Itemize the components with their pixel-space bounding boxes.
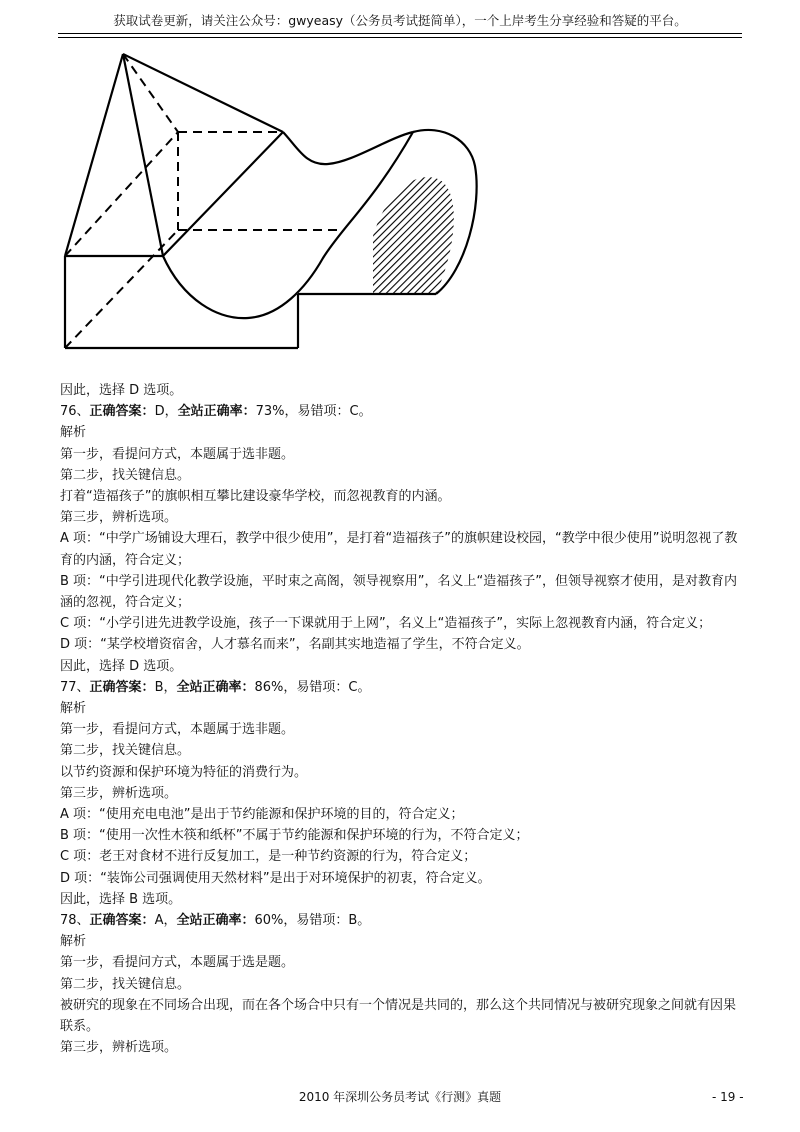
accuracy-value: 86%，易错项：C。 — [254, 679, 371, 695]
answer-line-77 — [60, 677, 744, 698]
header-rule-thin — [58, 37, 742, 38]
accuracy-value: 73%，易错项：C。 — [255, 404, 372, 420]
text-line: B 项：“使用一次性木筷和纸杯”不属于节约能源和保护环境的行为，不符合定义； — [60, 828, 529, 844]
text-line: 因此，选择 B 选项。 — [60, 891, 182, 907]
answer-label: 正确答案： — [89, 913, 155, 929]
text-line: D 项：“某学校增资宿舍，人才慕名而来”，名副其实地造福了学生，不符合定义。 — [60, 637, 530, 653]
text-line: C 项：“小学引进先进教学设施，孩子一下课就用于上网”，名义上“造福孩子”，实际上忽视教育内涵，符合定义； — [60, 616, 712, 632]
answer-value: D， — [154, 404, 178, 420]
answer-value: A， — [154, 913, 177, 929]
question-number: 76、 — [60, 404, 90, 420]
text-line: 第三步，辨析选项。 — [60, 510, 178, 526]
accuracy-label: 全站正确率： — [176, 913, 255, 929]
text-line: D 项：“装饰公司强调使用天然材料”是出于对环境保护的初衷，符合定义。 — [60, 870, 491, 886]
accuracy-label: 全站正确率： — [177, 404, 256, 420]
text-line: 第三步，辨析选项。 — [60, 785, 178, 801]
answer-label: 正确答案： — [89, 404, 155, 420]
answer-explanations — [60, 380, 744, 1059]
accuracy-value: 60%，易错项：B。 — [254, 913, 371, 929]
text-line: 因此，选择 D 选项。 — [60, 658, 183, 674]
text-line: 被研究的现象在不同场合出现，而在各个场合中只有一个情况是共同的，那么这个共同情况与被研究现象之间就有因果联系。 — [60, 997, 737, 1035]
solid-geometry-figure — [58, 48, 498, 350]
answer-line-76 — [60, 401, 744, 422]
text-line: 第二步，找关键信息。 — [60, 743, 191, 759]
text-line: 第二步，找关键信息。 — [60, 467, 191, 483]
text-line: A 项：“使用充电电池”是出于节约能源和保护环境的目的，符合定义； — [60, 807, 464, 823]
text-line: A 项：“中学广场铺设大理石，教学中很少使用”，是打着“造福孩子”的旗帜建设校园，“教学中很少使用”说明忽视了教育的内涵，符合定义； — [60, 531, 738, 568]
text-line: 打着“造福孩子”的旗帜相互攀比建设豪华学校，而忽视教育的内涵。 — [60, 489, 451, 505]
question-number: 77、 — [60, 679, 90, 695]
text-line: 第二步，找关键信息。 — [60, 976, 191, 992]
answer-label: 正确答案： — [89, 679, 155, 695]
page-header: 获取试卷更新，请关注公众号：gwyeasy（公务员考试挺简单），一个上岸考生分享经验和答疑的平台。 — [113, 13, 687, 28]
answer-value: B， — [154, 679, 177, 695]
text-line: 第一步，看提问方式，本题属于选非题。 — [60, 722, 295, 738]
text-line: 以节约资源和保护环境为特征的消费行为。 — [60, 764, 308, 780]
text-line: 解析 — [60, 425, 87, 441]
text-line: 第一步，看提问方式，本题属于选是题。 — [60, 955, 295, 971]
text-line: C 项：老王对食材不进行反复加工，是一种节约资源的行为，符合定义； — [60, 849, 477, 865]
text-line: 解析 — [60, 701, 87, 717]
accuracy-label: 全站正确率： — [176, 679, 255, 695]
text-line: 解析 — [60, 934, 87, 950]
page-number: - 19 - — [712, 1090, 744, 1104]
footer-title: 2010 年深圳公务员考试《行测》真题 — [298, 1090, 502, 1104]
header-rule — [58, 33, 742, 34]
text-line: 因此，选择 D 选项。 — [60, 383, 183, 398]
text-line: 第三步，辨析选项。 — [60, 1040, 178, 1056]
text-line: 第一步，看提问方式，本题属于选非题。 — [60, 446, 295, 462]
text-line: B 项：“中学引进现代化教学设施，平时束之高阁，领导视察用”，名义上“造福孩子”，但领导视察才使用，是对教育内涵的忽视，符合定义； — [60, 573, 737, 611]
question-number: 78、 — [60, 913, 90, 929]
answer-line-78 — [60, 910, 744, 931]
